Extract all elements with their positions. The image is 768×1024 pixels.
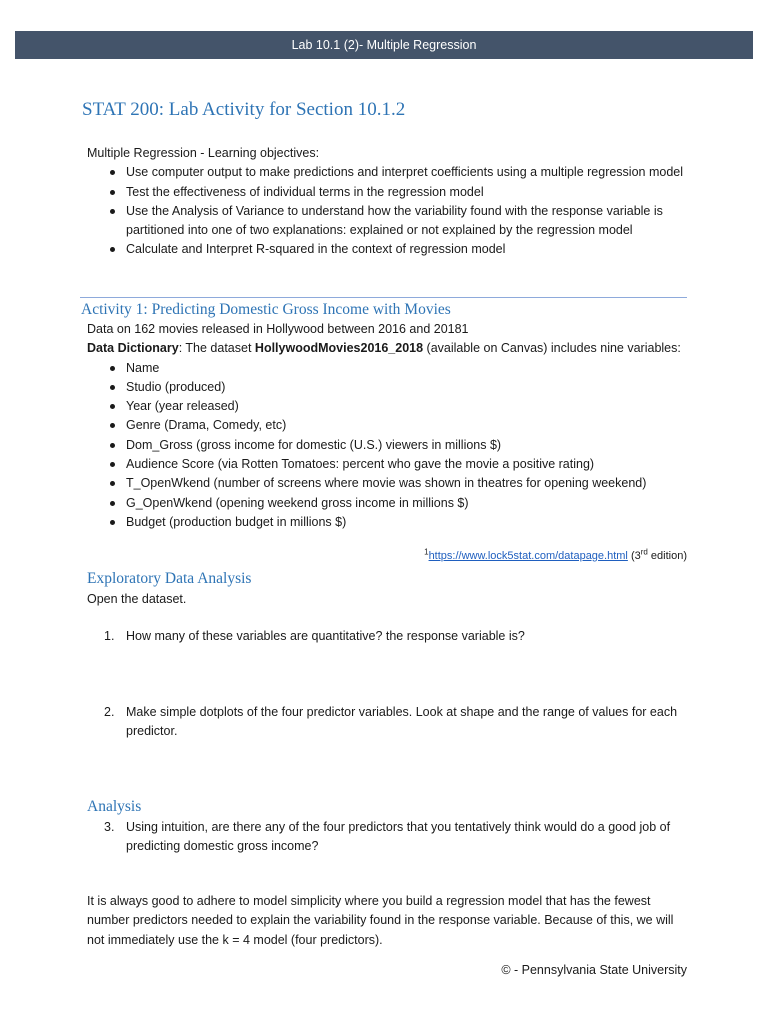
variable-item: Budget (production budget in millions $) — [106, 513, 681, 532]
question-number: 1. — [104, 629, 115, 643]
footnote-edition-a: (3 — [627, 550, 641, 562]
analysis-heading: Analysis — [87, 798, 142, 815]
question-text: Using intuition, are there any of the four predictors that you tentatively think would do a good job of predicting domestic gross income? — [126, 820, 671, 854]
analysis-paragraph: It is always good to adhere to model simplicity where you build a regression model that has the fewest number predictors needed to explain the variability found in the response variable. Because of this, we will not immediately use the k = 4 model (four predictors). — [87, 894, 674, 947]
footnote-edition-b: edition) — [647, 550, 687, 562]
data-dictionary-label: Data Dictionary — [87, 341, 179, 356]
learning-objectives — [87, 144, 686, 260]
eda-heading: Exploratory Data Analysis — [87, 570, 252, 587]
variable-item: Year (year released) — [106, 397, 681, 416]
footnote-edition-sup: rd — [640, 547, 648, 557]
objective-item: Calculate and Interpret R-squared in the context of regression model — [106, 240, 686, 259]
eda-question-2 — [104, 703, 684, 742]
objective-item: Use the Analysis of Variance to understand how the variability found with the response variable is partitioned into one of two explanations: explained or not explained by the regression model — [106, 202, 686, 241]
objective-item: Test the effectiveness of individual terms in the regression model — [106, 183, 686, 202]
question-number: 3. — [104, 820, 115, 834]
analysis-question-3 — [104, 818, 684, 857]
eda-question-1 — [104, 627, 684, 646]
question-item — [104, 818, 684, 857]
variable-item: Genre (Drama, Comedy, etc) — [106, 416, 681, 435]
activity1-intro: Data on 162 movies released in Hollywood between 2016 and 20181 — [87, 322, 469, 336]
variable-item: Audience Score (via Rotten Tomatoes: percent who gave the movie a positive rating) — [106, 455, 681, 474]
footer-copyright: © - Pennsylvania State University — [501, 963, 687, 977]
eda-intro: Open the dataset. — [87, 592, 187, 606]
question-text: How many of these variables are quantitative? the response variable is? — [126, 629, 525, 643]
activity1-heading: Activity 1: Predicting Domestic Gross Income with Movies — [81, 301, 451, 318]
header-title: Lab 10.1 (2)- Multiple Regression — [291, 38, 477, 52]
activity1-body — [87, 320, 681, 532]
question-number: 2. — [104, 705, 115, 719]
variable-item: G_OpenWkend (opening weekend gross income in millions $) — [106, 494, 681, 513]
data-dictionary-text-a: : The dataset — [178, 341, 255, 356]
section-divider — [80, 297, 687, 298]
footnote — [424, 547, 687, 562]
question-item — [104, 627, 684, 646]
document-header-bar — [15, 31, 753, 59]
document-title: STAT 200: Lab Activity for Section 10.1.2 — [82, 99, 406, 120]
objective-item: Use computer output to make predictions and interpret coefficients using a multiple regression model — [106, 163, 686, 182]
objectives-intro: Multiple Regression - Learning objectives: — [87, 146, 320, 160]
variables-list — [106, 359, 681, 533]
dataset-name: HollywoodMovies2016_2018 — [254, 341, 424, 356]
variable-item: Dom_Gross (gross income for domestic (U.S.) viewers in millions $) — [106, 436, 681, 455]
data-dictionary-line — [87, 339, 681, 358]
variable-item: Name — [106, 359, 681, 378]
question-text: Make simple dotplots of the four predictor variables. Look at shape and the range of values for each predictor. — [126, 705, 678, 739]
data-dictionary-text-b: (available on Canvas) includes nine variables: — [423, 341, 681, 356]
variable-item: T_OpenWkend (number of screens where movie was shown in theatres for opening weekend) — [106, 474, 681, 493]
footnote-mark: 1 — [424, 547, 429, 557]
footnote-link[interactable]: https://www.lock5stat.com/datapage.html — [428, 550, 628, 562]
question-item — [104, 703, 684, 742]
variable-item: Studio (produced) — [106, 378, 681, 397]
objectives-list — [106, 163, 686, 259]
